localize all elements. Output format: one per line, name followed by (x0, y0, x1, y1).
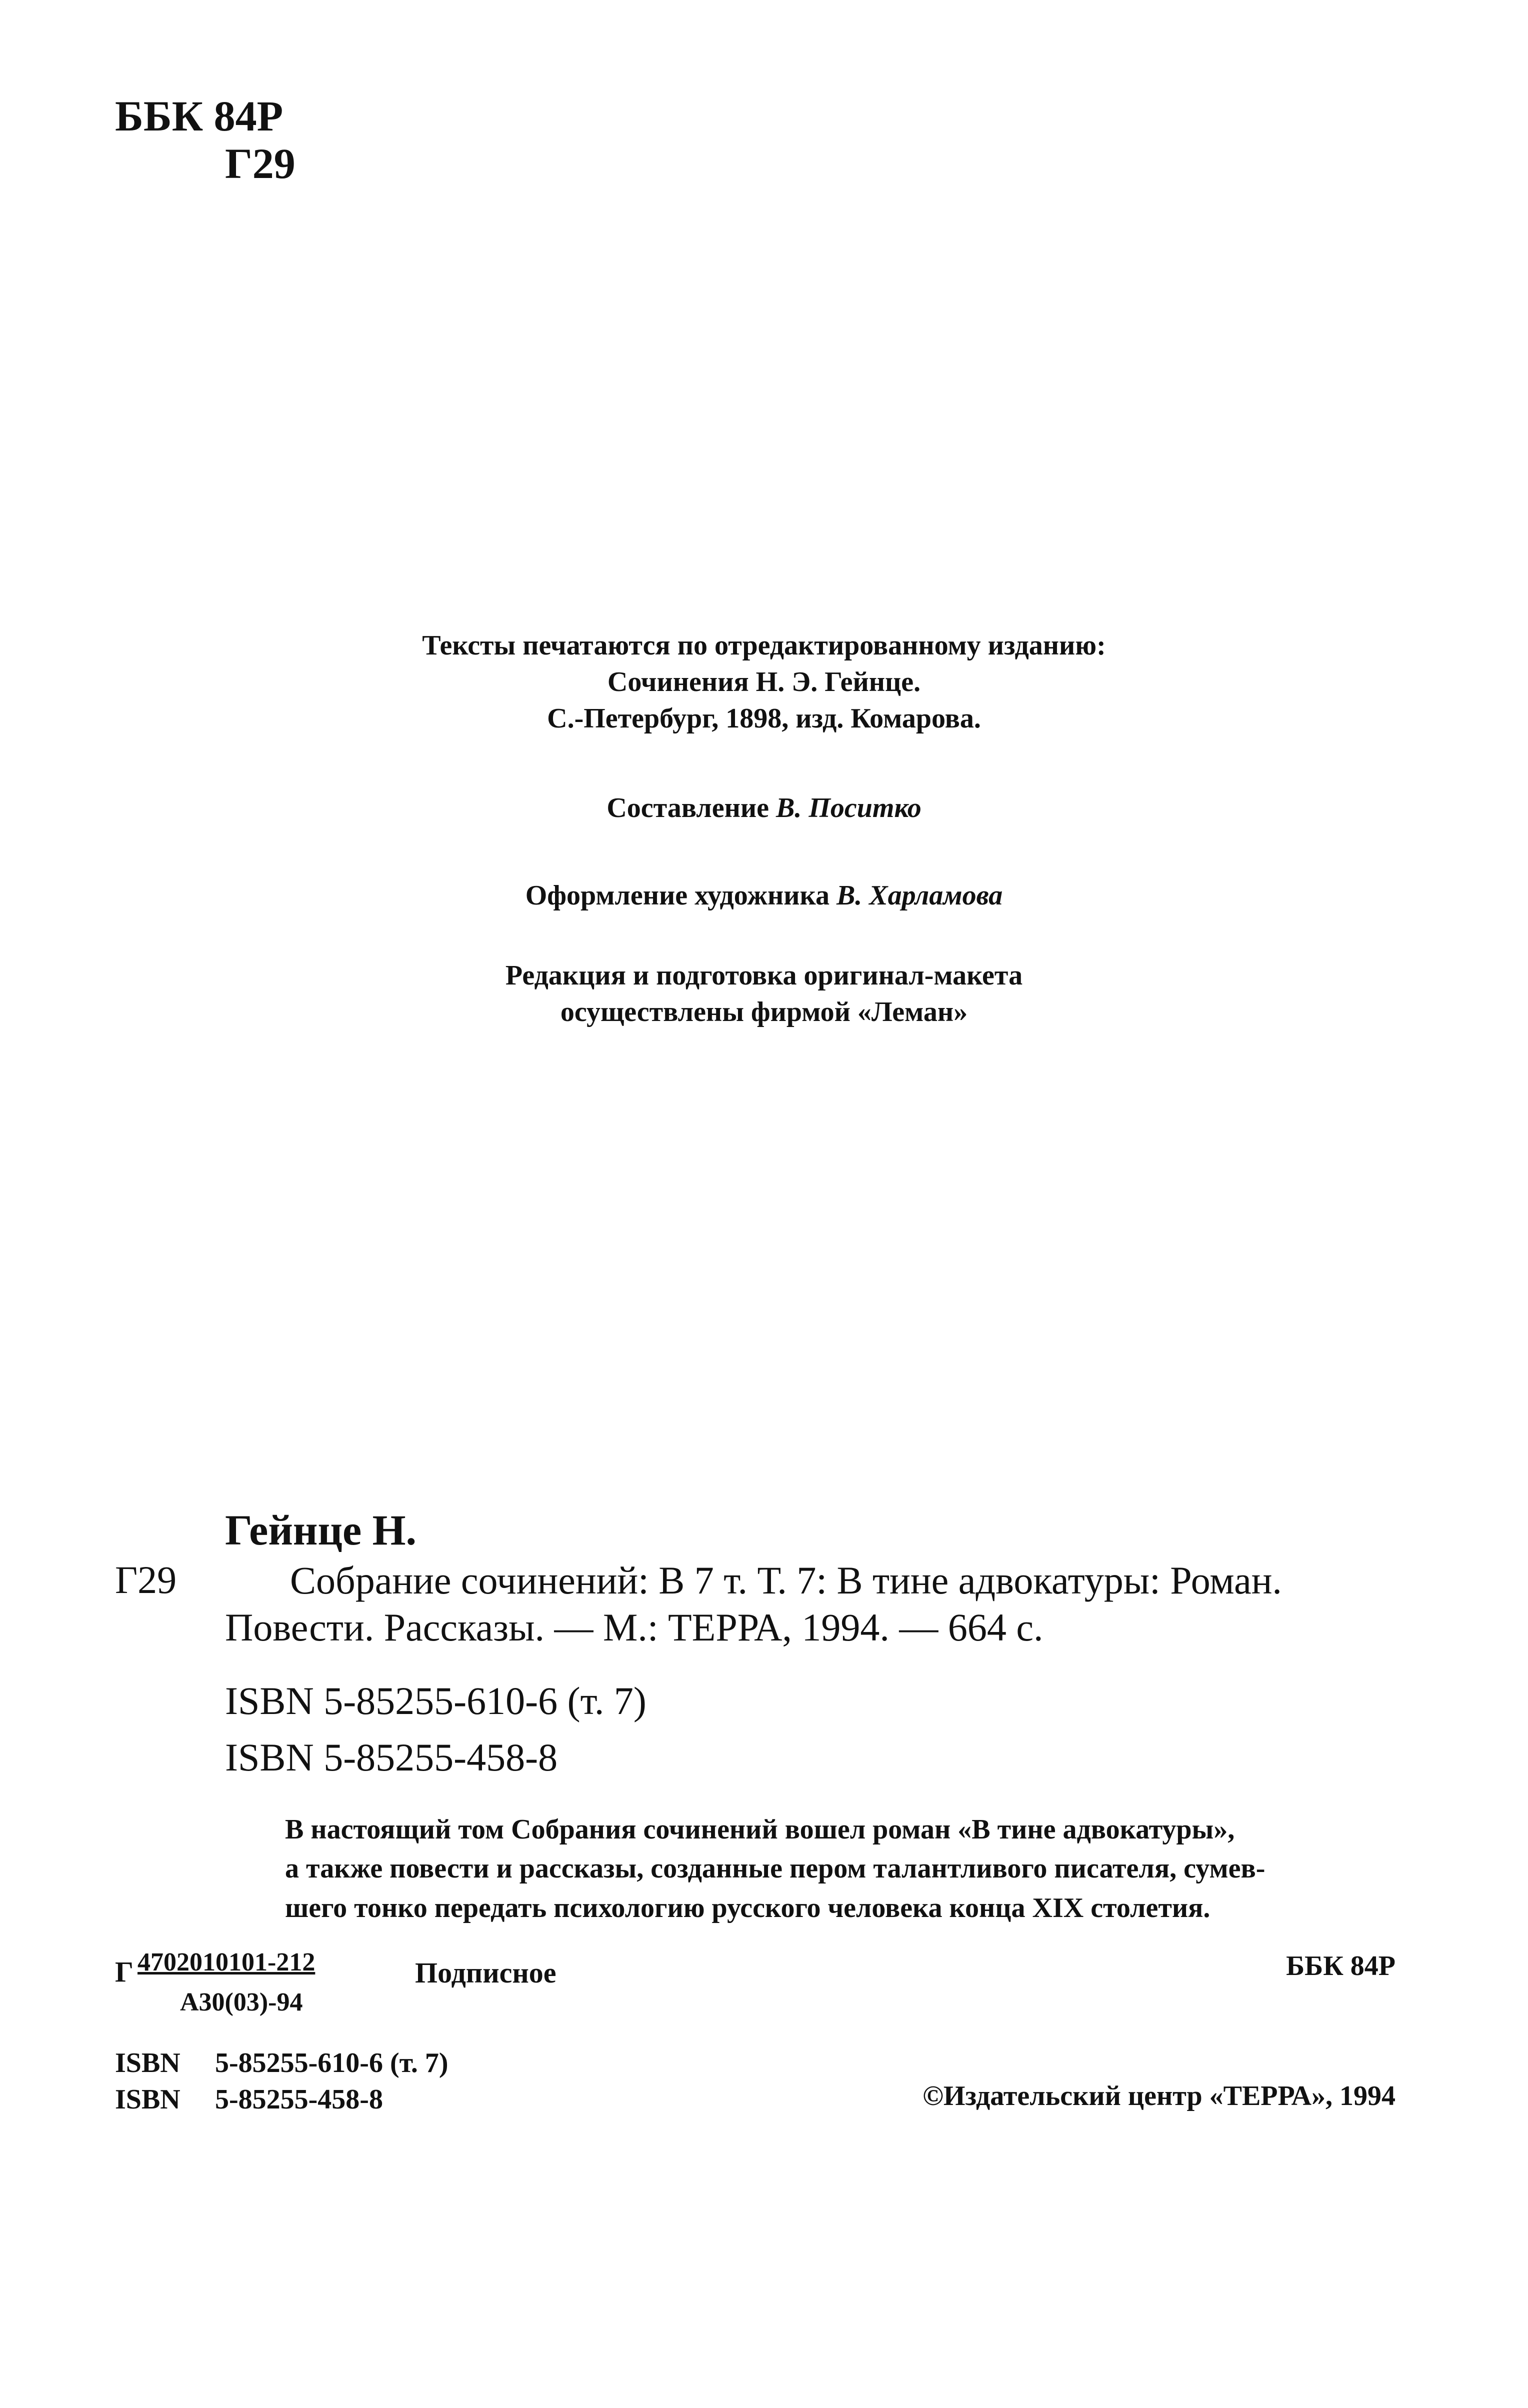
compiler-credit (0, 790, 1528, 826)
bbk-code-top: ББК 84Р (115, 92, 284, 140)
record-title-line-2: Повести. Рассказы. — М.: ТЕРРА, 1994. — 664 с. (225, 1606, 1044, 1649)
annotation-text (285, 1810, 1390, 1928)
compiler-label: Составление (606, 792, 769, 824)
index-number: 4702010101-212 (138, 1948, 316, 1976)
editing-line-1: Редакция и подготовка оригинал-макета (505, 960, 1023, 991)
source-edition-block (0, 628, 1528, 736)
record-isbn-2: ISBN 5-85255-458-8 (225, 1736, 558, 1780)
footer-isbn-block (115, 2045, 448, 2118)
source-line-3: С.-Петербург, 1898, изд. Комарова. (547, 702, 981, 734)
record-code: Г29 (115, 1558, 177, 1602)
record-author: Гейнце Н. (225, 1506, 417, 1554)
footer-isbn-value-1: 5-85255-610-6 (т. 7) (215, 2048, 448, 2078)
index-sub-code: А30(03)-94 (180, 1988, 303, 2016)
subscription-label: Подписное (415, 1956, 556, 1989)
index-letter: Г (115, 1956, 134, 1988)
source-line-1: Тексты печатаются по отредактированному изданию: (422, 630, 1106, 661)
record-isbn-block (225, 1672, 646, 1786)
footer-isbn-label-1: ISBN (115, 2048, 180, 2078)
record-title-line-1: Собрание сочинений: В 7 т. Т. 7: В тине адвокатуры: Роман. (290, 1558, 1282, 1602)
record-isbn-1: ISBN 5-85255-610-6 (т. 7) (225, 1679, 646, 1722)
footer-isbn-value-2: 5-85255-458-8 (215, 2084, 383, 2115)
footer-isbn-label-2: ISBN (115, 2084, 180, 2115)
annotation-line-3: шего тонко передать психологию русского человека конца XIX столетия. (285, 1892, 1210, 1924)
design-label: Оформление художника (525, 880, 830, 911)
bbk-code-bottom: ББК 84Р (1286, 1950, 1396, 1982)
compiler-name: В. Поситко (776, 792, 922, 824)
editing-line-2: осуществлены фирмой «Леман» (560, 996, 968, 1028)
annotation-line-1: В настоящий том Собрания сочинений вошел роман «В тине адвокатуры», (285, 1814, 1235, 1845)
design-credit (0, 878, 1528, 914)
source-line-2: Сочинения Н. Э. Гейнце. (607, 666, 921, 698)
editing-credit (0, 958, 1528, 1030)
copyright-notice: ©Издательский центр «ТЕРРА», 1994 (922, 2080, 1396, 2112)
design-name: В. Харламова (836, 880, 1003, 911)
author-mark-top: Г29 (225, 140, 296, 188)
annotation-line-2: а также повести и рассказы, созданные пером талантливого писателя, сумев- (285, 1853, 1266, 1884)
